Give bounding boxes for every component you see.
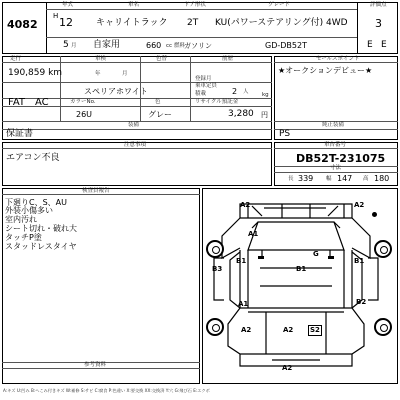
car-name: キャリイトラック: [96, 18, 168, 28]
damage-s2: S2: [310, 326, 320, 334]
cc-unit: cc: [166, 43, 173, 49]
color-label-value: グレー: [148, 110, 172, 119]
recycle-caption: リサイクル預託金: [195, 99, 239, 105]
color-number-caption: カラーNo.: [70, 99, 96, 105]
month-value: 5: [63, 40, 69, 50]
notes-caption: 注意事項: [124, 142, 147, 148]
sales-point-value: ★オークションデビュー★: [278, 66, 373, 75]
damage-b3: B3: [212, 265, 223, 273]
options-caption: 純正装備: [322, 122, 345, 128]
interior-grade: E: [367, 40, 373, 50]
damage-a2-bottom-right: A2: [282, 364, 293, 372]
color-number-value: 26U: [76, 110, 93, 119]
mileage-value: 190,859 km: [8, 68, 63, 78]
damage-a2-top-left: A2: [240, 201, 251, 209]
footer-caption: 参考資料: [84, 362, 107, 368]
damage-legend: A:キズ U:凹み B:へこみ付きキズ W:補修 S:サビ C:腐食 P:色違い X:要交換 XX:交換済 Y:穴 G:飛び石 E:エクボ: [3, 388, 210, 393]
exterior-grade: E: [381, 40, 387, 50]
aircon-value: AC: [35, 97, 49, 108]
damage-g: G: [313, 250, 319, 258]
height-unit: 高: [363, 176, 369, 182]
displacement-value: 660: [146, 41, 162, 50]
wheel-rear-right-icon: [374, 318, 392, 336]
inspection-caption: 車検: [95, 56, 107, 62]
body-color-name: スペリアホワイト: [84, 87, 148, 96]
grade-value: KU(パワーステアリング付) 4WD: [215, 18, 348, 28]
length-unit: 長: [288, 176, 294, 182]
damage-dot-icon: [372, 212, 377, 217]
seats-unit: 人: [243, 89, 249, 95]
width-unit: 幅: [326, 176, 332, 182]
seats-value: 2: [232, 87, 238, 96]
length-value: 339: [298, 174, 314, 183]
inspection-year-unit: 年: [95, 71, 101, 77]
score-caption: 評価点: [370, 2, 387, 8]
damage-a2-bottom-left: A2: [241, 326, 252, 334]
equipment-caption: 装備: [128, 122, 140, 128]
height-value: 180: [374, 174, 390, 183]
color-label-caption: 色: [155, 99, 161, 105]
fuel-caption: 燃料: [174, 43, 186, 49]
seats-caption: 乗車定員: [195, 83, 218, 89]
damage-b2: B2: [356, 298, 367, 306]
grade-caption: グレード: [268, 2, 291, 8]
year-era: H: [53, 12, 59, 20]
inspector-item-6: スタッドレスタイヤ: [5, 242, 77, 251]
doors-caption: ドア形状: [184, 2, 206, 8]
chassis-caption: 車台番号: [324, 142, 347, 148]
size-caption: 寸法: [330, 165, 342, 171]
damage-b1-left: B1: [236, 257, 247, 265]
recycle-value: 3,280: [228, 109, 254, 119]
damage-a2-bottom-center: A2: [283, 326, 294, 334]
inspection-month-unit: 月: [122, 71, 128, 77]
inspector-item-1: 下廻りC、S、AU: [5, 198, 67, 207]
notes-value: エアコン不良: [6, 153, 60, 163]
inspector-item-5: タッチP塗: [5, 233, 42, 242]
lot-number: 4082: [7, 18, 38, 31]
transmission-value: FAT: [8, 97, 26, 108]
damage-a2-top-right: A2: [354, 201, 365, 209]
inspector-item-2: 外装小傷多い: [5, 206, 53, 215]
reg-month-caption: 登録月: [195, 76, 212, 82]
recycle-unit: 円: [261, 111, 268, 119]
car-name-caption: 車名: [128, 2, 140, 8]
load-unit: kg: [262, 92, 269, 98]
model-code: GD-DB52T: [265, 41, 307, 50]
wheel-front-right-icon: [374, 240, 392, 258]
history-caption: 前歴: [222, 56, 234, 62]
color-change-caption: 色替: [156, 56, 168, 62]
chassis-number: DB52T-231075: [296, 152, 386, 165]
month-unit: 月: [71, 43, 77, 49]
vehicle-diagram: [202, 188, 398, 384]
fuel-value: ガソリン: [184, 42, 212, 50]
year-value: 12: [59, 16, 73, 29]
score-value: 3: [375, 17, 382, 30]
usage-value: 自家用: [93, 40, 121, 50]
width-value: 147: [337, 174, 353, 183]
inspector-caption: 検査員報告: [82, 188, 110, 194]
damage-a1: A1: [248, 230, 259, 238]
damage-b1-center: B1: [296, 265, 307, 273]
load-caption: 積載: [195, 91, 207, 97]
option-ps: PS: [279, 129, 291, 139]
wheel-rear-left-icon: [206, 318, 224, 336]
inspector-item-3: 室内汚れ: [5, 215, 37, 224]
equipment-value: 保証書: [6, 129, 34, 139]
damage-b1-right: B1: [354, 257, 365, 265]
year-caption: 年式: [62, 2, 74, 8]
damage-a1-right: A1: [238, 300, 249, 308]
mileage-caption: 走行: [10, 56, 22, 62]
sales-point-caption: セールスポイント: [316, 56, 360, 62]
wheel-front-left-icon: [206, 240, 224, 258]
inspector-item-4: シート切れ・破れ大: [5, 224, 77, 233]
doors-value: 2T: [187, 18, 199, 28]
